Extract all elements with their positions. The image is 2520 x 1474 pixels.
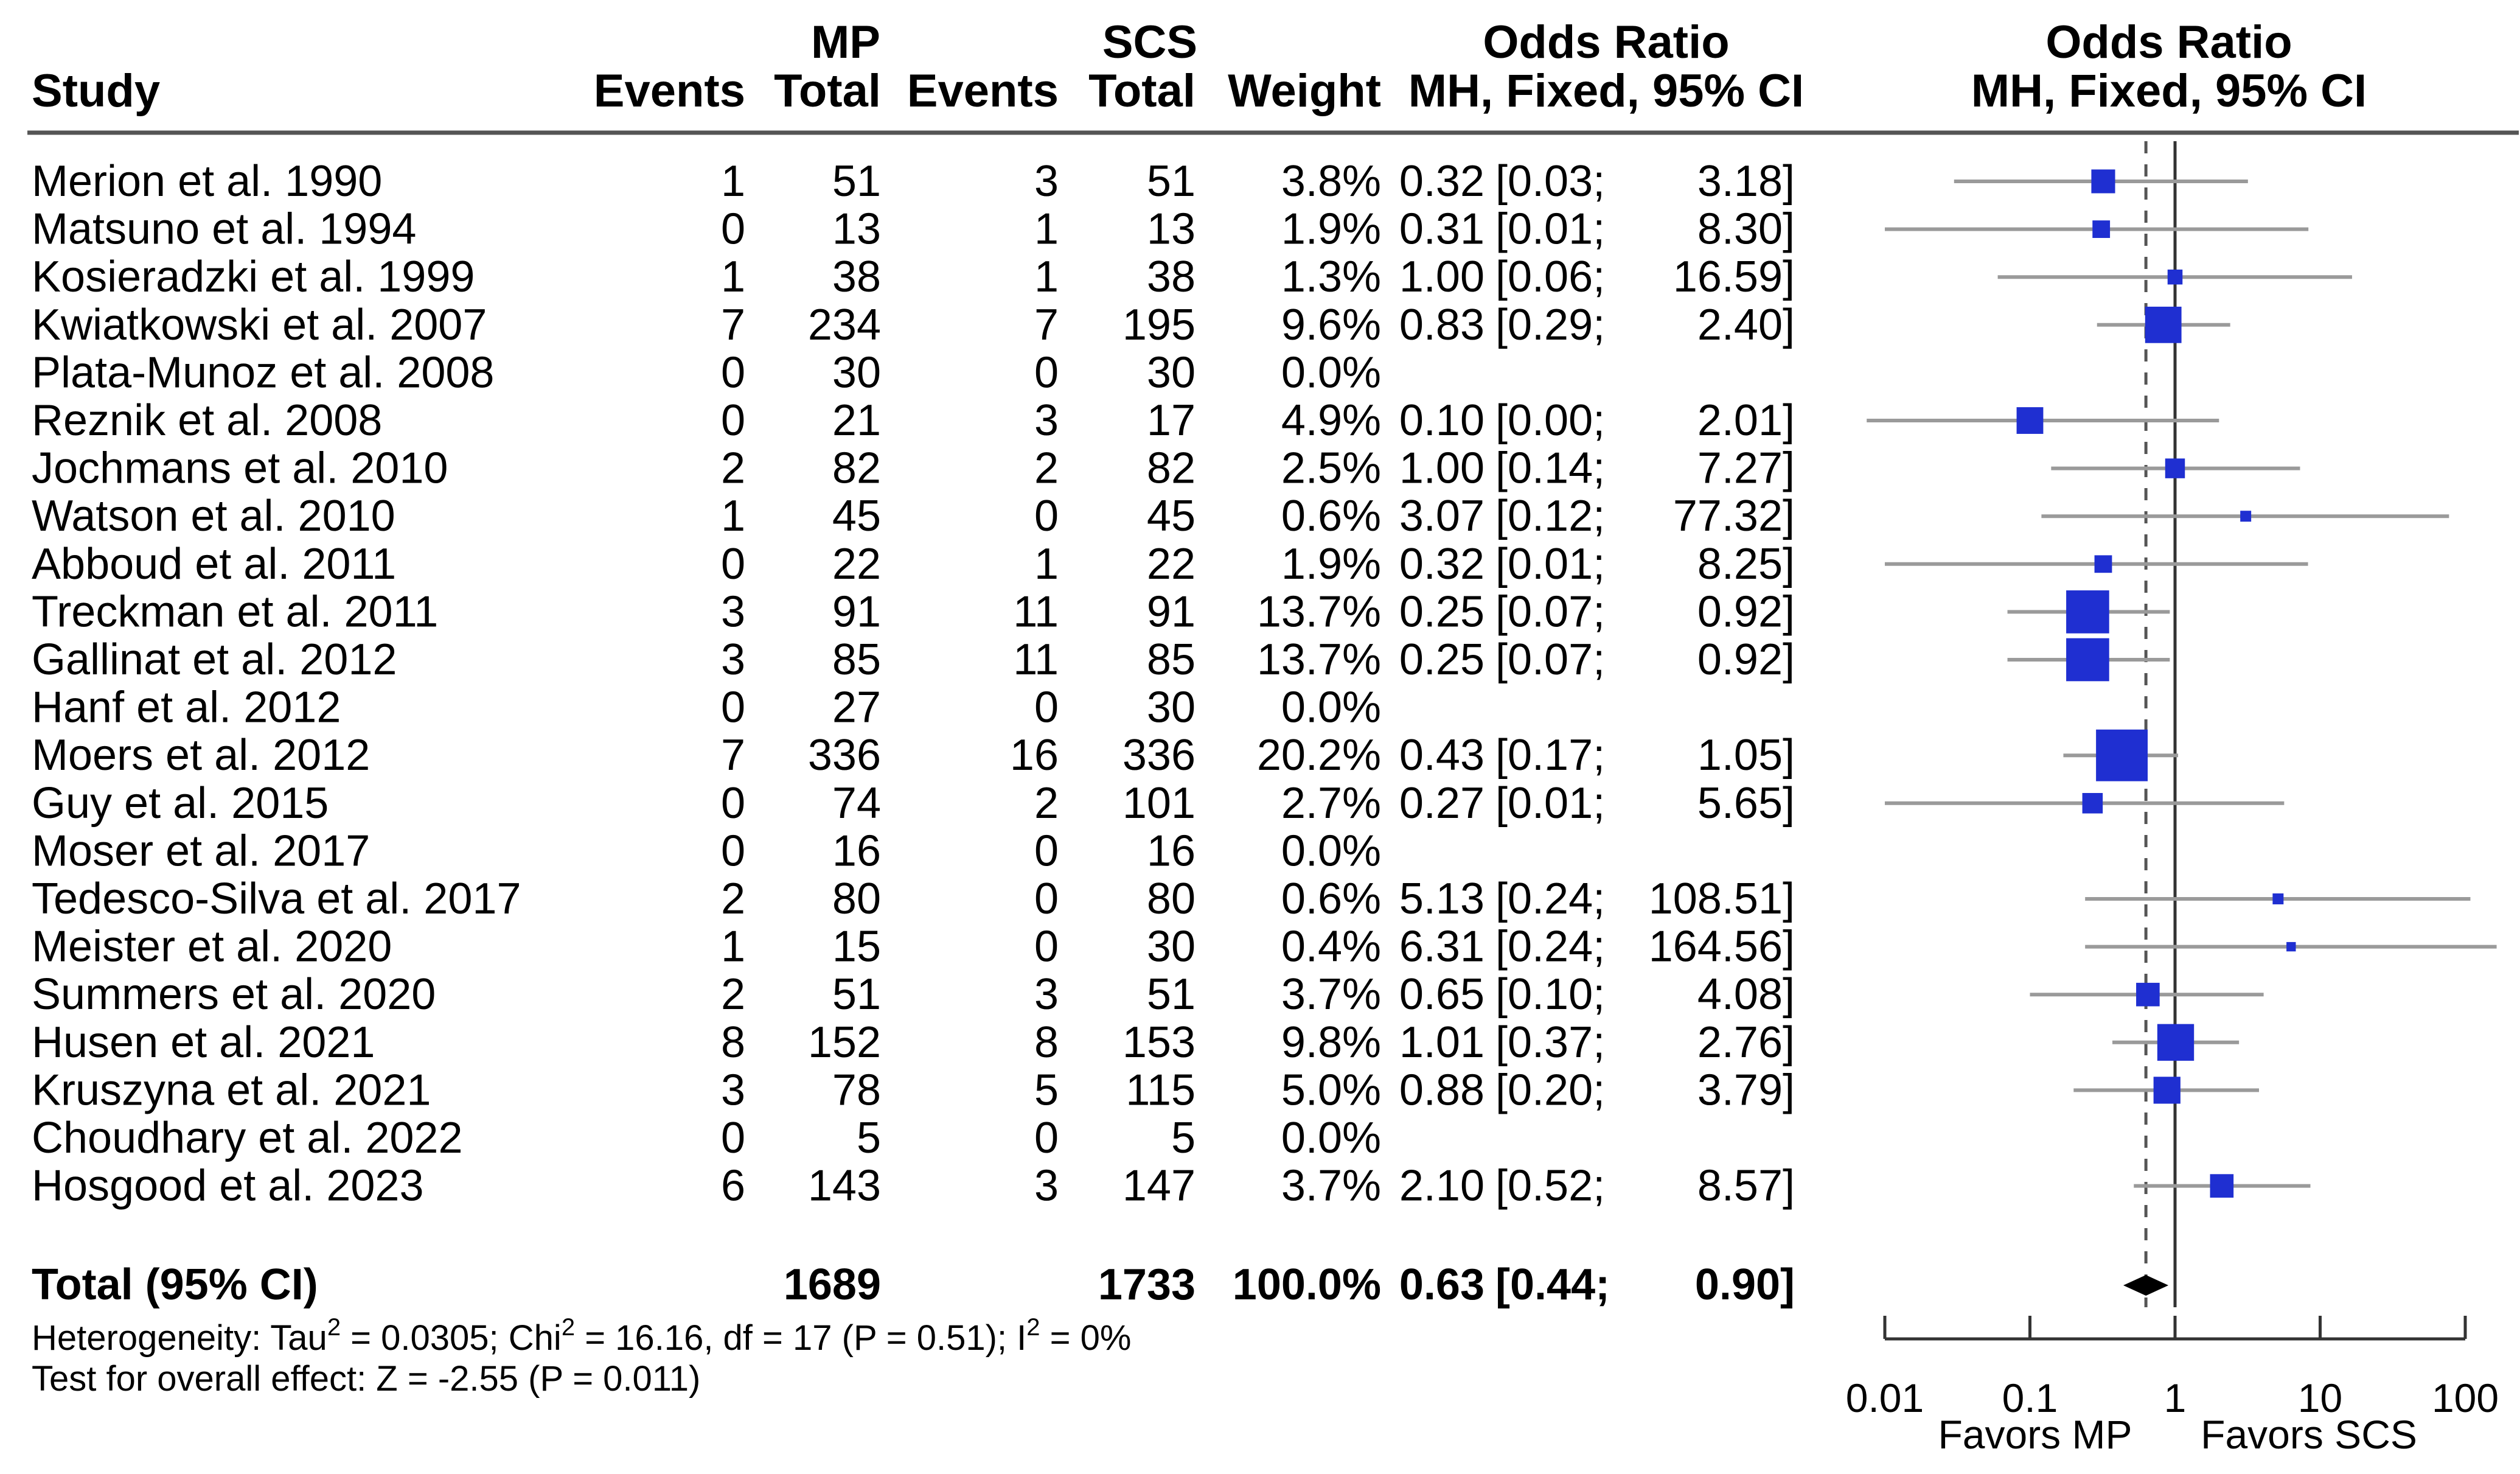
mp-total: 336 <box>807 731 881 780</box>
mp-events: 0 <box>720 348 745 397</box>
weight-value: 1.9% <box>1281 539 1381 589</box>
mp-total: 27 <box>832 683 881 732</box>
mp-events: 3 <box>720 635 745 684</box>
mp-total: 45 <box>832 492 881 541</box>
scs-events: 0 <box>1034 1114 1059 1162</box>
study-name: Hosgood et al. 2023 <box>32 1161 424 1210</box>
scs-events: 0 <box>1034 922 1059 971</box>
ci-lower-value: [0.17; <box>1495 731 1606 780</box>
ci-lower-value: [0.01; <box>1495 539 1606 589</box>
table-row <box>32 731 1795 780</box>
study-name: Reznik et al. 2008 <box>32 396 383 445</box>
mp-events: 0 <box>720 778 745 828</box>
odds-ratio-value: 0.25 <box>1399 635 1485 684</box>
table-row <box>32 826 1381 875</box>
effect-square <box>2154 1077 2181 1103</box>
mp-total: 30 <box>832 348 881 397</box>
study-name: Tedesco-Silva et al. 2017 <box>32 875 521 923</box>
odds-ratio-value: 3.07 <box>1399 492 1485 541</box>
weight-value: 0.4% <box>1281 922 1381 971</box>
scs-total: 101 <box>1122 778 1196 828</box>
ci-upper-value: 7.27] <box>1697 444 1795 493</box>
weight-value: 3.7% <box>1281 970 1381 1019</box>
mp-total: 15 <box>832 922 881 971</box>
scs-events: 0 <box>1034 875 1059 923</box>
mp-events: 0 <box>720 396 745 445</box>
total-mp: 1689 <box>783 1260 881 1309</box>
table-row <box>32 587 1795 636</box>
study-name: Treckman et al. 2011 <box>32 587 439 637</box>
ci-lower-value: [0.03; <box>1495 157 1606 206</box>
scs-events: 7 <box>1034 300 1059 349</box>
study-name: Matsuno et al. 1994 <box>32 204 417 254</box>
heterogeneity-text: Heterogeneity: Tau$^2$ = 0.0305; Chi$^2$ = 16.16, df = 17 (P = 0.51); $I^2 = 0\%$ <box>32 1314 1132 1358</box>
mp-events: 7 <box>720 731 745 780</box>
ci-lower-value: [0.52; <box>1495 1161 1606 1210</box>
scs-total: 22 <box>1146 539 1196 589</box>
header-or-title: Odds Ratio <box>1483 16 1730 68</box>
plot-marks <box>1867 141 2496 1307</box>
ci-upper-value: 108.51] <box>1648 875 1795 923</box>
study-rows <box>32 157 1795 1210</box>
effect-square <box>2240 511 2251 522</box>
mp-total: 38 <box>832 253 881 302</box>
weight-value: 9.8% <box>1281 1018 1381 1067</box>
ci-upper-value: 164.56] <box>1648 922 1795 971</box>
ci-upper-value: 3.79] <box>1697 1066 1795 1115</box>
scs-events: 11 <box>1013 587 1059 637</box>
scs-total: 85 <box>1146 635 1196 684</box>
pooled-diamond <box>2123 1275 2168 1296</box>
mp-total: 51 <box>832 157 881 206</box>
ci-upper-value: 2.01] <box>1697 396 1795 445</box>
scs-total: 115 <box>1126 1066 1196 1115</box>
study-name: Gallinat et al. 2012 <box>32 635 397 684</box>
study-name: Summers et al. 2020 <box>32 970 436 1019</box>
effect-square <box>2066 590 2109 634</box>
study-name: Guy et al. 2015 <box>32 778 329 828</box>
ci-lower-value: [0.07; <box>1495 587 1606 637</box>
weight-value: 3.8% <box>1281 157 1381 206</box>
ci-upper-value: 8.30] <box>1697 204 1795 254</box>
ci-lower-value: [0.12; <box>1495 492 1606 541</box>
ci-lower-value: [0.00; <box>1495 396 1606 445</box>
ci-lower-value: [0.07; <box>1495 635 1606 684</box>
header-mp: MP <box>811 16 880 68</box>
ci-lower-value: [0.37; <box>1495 1018 1606 1067</box>
weight-value: 2.5% <box>1281 444 1381 493</box>
weight-value: 5.0% <box>1281 1066 1381 1115</box>
table-row <box>32 205 1795 254</box>
weight-value: 4.9% <box>1281 396 1381 445</box>
effect-square <box>2286 942 2295 951</box>
mp-total: 152 <box>807 1018 881 1067</box>
scs-events: 1 <box>1034 539 1059 589</box>
effect-square <box>2092 220 2110 238</box>
weight-value: 3.7% <box>1281 1161 1381 1210</box>
scs-total: 16 <box>1146 826 1196 876</box>
ci-lower-value: [0.06; <box>1495 253 1606 302</box>
scs-events: 0 <box>1034 348 1059 397</box>
table-row <box>32 253 1795 301</box>
header-or-method: MH, Fixed, 95% CI <box>1408 65 1805 117</box>
effect-square <box>2145 307 2182 343</box>
effect-square <box>2083 793 2103 814</box>
mp-total: 5 <box>856 1114 881 1162</box>
mp-events: 2 <box>720 970 745 1019</box>
x-tick-label: 0.01 <box>1845 1375 1924 1420</box>
total-row <box>32 1260 2168 1309</box>
mp-total: 143 <box>807 1161 881 1210</box>
x-tick-label: 100 <box>2431 1375 2499 1420</box>
odds-ratio-value: 0.32 <box>1399 157 1485 206</box>
study-name: Hanf et al. 2012 <box>32 683 341 732</box>
odds-ratio-value: 0.65 <box>1399 970 1485 1019</box>
scs-total: 195 <box>1122 300 1196 349</box>
scs-total: 153 <box>1122 1018 1196 1067</box>
odds-ratio-value: 5.13 <box>1399 875 1485 923</box>
scs-events: 3 <box>1034 1161 1059 1210</box>
table-row <box>32 683 1381 732</box>
weight-value: 0.0% <box>1281 348 1381 397</box>
scs-events: 2 <box>1034 444 1059 493</box>
scs-total: 5 <box>1171 1114 1196 1162</box>
mp-total: 13 <box>832 204 881 254</box>
study-name: Merion et al. 1990 <box>32 157 383 206</box>
effect-square <box>2272 893 2283 904</box>
x-tick-label: 0.1 <box>2002 1375 2058 1420</box>
table-row <box>32 444 1795 493</box>
table-row <box>32 635 1795 684</box>
odds-ratio-value: 1.01 <box>1399 1018 1485 1067</box>
mp-events: 1 <box>720 253 745 302</box>
ci-lower-value: [0.01; <box>1495 778 1606 828</box>
study-name: Husen et al. 2021 <box>32 1018 375 1067</box>
mp-events: 0 <box>720 1114 745 1162</box>
scs-total: 30 <box>1146 922 1196 971</box>
scs-events: 3 <box>1034 157 1059 206</box>
header-plot-title: Odds Ratio <box>2045 16 2292 68</box>
scs-events: 2 <box>1034 778 1059 828</box>
header-scs-total: Total <box>1088 65 1196 117</box>
table-row <box>32 301 1795 349</box>
x-tick-label: 1 <box>2163 1375 2187 1420</box>
scs-total: 336 <box>1122 731 1196 780</box>
weight-value: 1.3% <box>1281 253 1381 302</box>
ci-upper-value: 4.08] <box>1697 970 1795 1019</box>
mp-total: 78 <box>832 1066 881 1115</box>
odds-ratio-value: 1.00 <box>1399 253 1485 302</box>
mp-events: 6 <box>720 1161 745 1210</box>
weight-value: 20.2% <box>1256 731 1381 780</box>
table-row <box>32 875 1795 923</box>
weight-value: 0.0% <box>1281 826 1381 876</box>
odds-ratio-value: 0.83 <box>1399 300 1485 349</box>
effect-square <box>2017 407 2044 434</box>
total-scs: 1733 <box>1098 1260 1196 1309</box>
header-study: Study <box>32 65 161 117</box>
weight-value: 0.0% <box>1281 1114 1381 1162</box>
ci-lower-value: [0.24; <box>1495 922 1606 971</box>
effect-square <box>2096 730 2148 781</box>
mp-events: 1 <box>720 922 745 971</box>
scs-events: 11 <box>1013 635 1059 684</box>
scs-total: 80 <box>1146 875 1196 923</box>
mp-events: 0 <box>720 539 745 589</box>
mp-events: 1 <box>720 157 745 206</box>
odds-ratio-value: 0.88 <box>1399 1066 1485 1115</box>
weight-value: 0.0% <box>1281 683 1381 732</box>
scs-total: 51 <box>1146 157 1196 206</box>
favors-mp-label: Favors MP <box>1938 1412 2132 1457</box>
scs-events: 3 <box>1034 970 1059 1019</box>
total-weight: 100.0% <box>1232 1260 1381 1309</box>
odds-ratio-value: 6.31 <box>1399 922 1485 971</box>
scs-events: 0 <box>1034 683 1059 732</box>
ci-upper-value: 0.92] <box>1697 587 1795 637</box>
mp-events: 2 <box>720 875 745 923</box>
effect-square <box>2091 169 2115 193</box>
mp-total: 85 <box>832 635 881 684</box>
scs-events: 0 <box>1034 492 1059 541</box>
scs-events: 8 <box>1034 1018 1059 1067</box>
mp-events: 0 <box>720 204 745 254</box>
scs-total: 91 <box>1146 587 1196 637</box>
total-ci-high: 0.90] <box>1694 1260 1795 1309</box>
scs-events: 1 <box>1034 253 1059 302</box>
mp-events: 0 <box>720 683 745 732</box>
mp-total: 80 <box>832 875 881 923</box>
mp-total: 22 <box>832 539 881 589</box>
effect-square <box>2210 1174 2234 1198</box>
mp-events: 7 <box>720 300 745 349</box>
ci-upper-value: 3.18] <box>1697 157 1795 206</box>
table-row <box>32 1114 1381 1162</box>
scs-total: 17 <box>1146 396 1196 445</box>
scs-total: 45 <box>1146 492 1196 541</box>
ci-lower-value: [0.24; <box>1495 875 1606 923</box>
scs-total: 30 <box>1146 683 1196 732</box>
table-row <box>32 492 1795 540</box>
ci-upper-value: 16.59] <box>1672 253 1795 302</box>
table-row <box>32 1066 1795 1114</box>
study-name: Moers et al. 2012 <box>32 731 371 780</box>
mp-events: 0 <box>720 826 745 876</box>
ci-lower-value: [0.14; <box>1495 444 1606 493</box>
odds-ratio-value: 0.43 <box>1399 731 1485 780</box>
mp-total: 234 <box>807 300 881 349</box>
study-name: Abboud et al. 2011 <box>32 539 397 589</box>
scs-events: 1 <box>1034 204 1059 254</box>
header-plot-method: MH, Fixed, 95% CI <box>1971 65 2367 117</box>
mp-total: 21 <box>832 396 881 445</box>
header-scs-events: Events <box>907 65 1059 117</box>
ci-upper-value: 5.65] <box>1697 778 1795 828</box>
weight-value: 13.7% <box>1256 587 1381 637</box>
scs-events: 0 <box>1034 826 1059 876</box>
mp-total: 91 <box>832 587 881 637</box>
study-name: Plata-Munoz et al. 2008 <box>32 348 495 397</box>
mp-total: 74 <box>832 778 881 828</box>
odds-ratio-value: 0.10 <box>1399 396 1485 445</box>
effect-square <box>2168 270 2183 285</box>
ci-upper-value: 0.92] <box>1697 635 1795 684</box>
x-axis <box>1846 1316 2499 1420</box>
table-row <box>32 970 1795 1019</box>
study-name: Meister et al. 2020 <box>32 922 392 971</box>
ci-lower-value: [0.29; <box>1495 300 1606 349</box>
total-label: Total (95% CI) <box>32 1260 318 1309</box>
study-name: Kruszyna et al. 2021 <box>32 1066 431 1115</box>
mp-events: 8 <box>720 1018 745 1067</box>
ci-upper-value: 8.57] <box>1697 1161 1795 1210</box>
scs-events: 3 <box>1034 396 1059 445</box>
table-row <box>32 779 1795 828</box>
scs-total: 147 <box>1122 1161 1196 1210</box>
mp-events: 3 <box>720 1066 745 1115</box>
ci-upper-value: 77.32] <box>1672 492 1795 541</box>
effect-square <box>2136 983 2160 1007</box>
header-mp-events: Events <box>593 65 745 117</box>
effect-square <box>2095 555 2112 573</box>
weight-value: 9.6% <box>1281 300 1381 349</box>
total-ci-low: [0.44; <box>1495 1260 1610 1309</box>
ci-lower-value: [0.10; <box>1495 970 1606 1019</box>
effect-square <box>2165 458 2185 478</box>
mp-total: 51 <box>832 970 881 1019</box>
scs-total: 51 <box>1146 970 1196 1019</box>
ci-upper-value: 8.25] <box>1697 539 1795 589</box>
odds-ratio-value: 0.27 <box>1399 778 1485 828</box>
odds-ratio-value: 0.31 <box>1399 204 1485 254</box>
weight-value: 2.7% <box>1281 778 1381 828</box>
study-name: Jochmans et al. 2010 <box>32 444 448 493</box>
mp-events: 1 <box>720 492 745 541</box>
ci-lower-value: [0.01; <box>1495 204 1606 254</box>
scs-events: 16 <box>1009 731 1059 780</box>
weight-value: 13.7% <box>1256 635 1381 684</box>
study-name: Moser et al. 2017 <box>32 826 371 876</box>
ci-upper-value: 1.05] <box>1697 731 1795 780</box>
ci-upper-value: 2.76] <box>1697 1018 1795 1067</box>
mp-events: 2 <box>720 444 745 493</box>
header-scs: SCS <box>1102 16 1198 68</box>
table-header <box>32 16 2367 117</box>
effect-square <box>2066 638 2109 682</box>
scs-total: 82 <box>1146 444 1196 493</box>
table-row <box>32 396 1795 445</box>
table-row <box>32 540 1795 589</box>
scs-total: 38 <box>1146 253 1196 302</box>
mp-events: 3 <box>720 587 745 637</box>
total-or: 0.63 <box>1399 1260 1485 1309</box>
odds-ratio-value: 1.00 <box>1399 444 1485 493</box>
scs-events: 5 <box>1034 1066 1059 1115</box>
table-row <box>32 348 1381 397</box>
study-name: Kosieradzki et al. 1999 <box>32 253 475 302</box>
study-name: Choudhary et al. 2022 <box>32 1114 463 1162</box>
header-mp-total: Total <box>774 65 881 117</box>
weight-value: 0.6% <box>1281 492 1381 541</box>
mp-total: 82 <box>832 444 881 493</box>
effect-square <box>2157 1024 2194 1061</box>
odds-ratio-value: 2.10 <box>1399 1161 1485 1210</box>
odds-ratio-value: 0.32 <box>1399 539 1485 589</box>
table-row <box>32 923 1795 971</box>
weight-value: 1.9% <box>1281 204 1381 254</box>
study-name: Kwiatkowski et al. 2007 <box>32 300 487 349</box>
weight-value: 0.6% <box>1281 875 1381 923</box>
mp-total: 16 <box>832 826 881 876</box>
ci-upper-value: 2.40] <box>1697 300 1795 349</box>
table-row <box>32 157 1795 206</box>
scs-total: 30 <box>1146 348 1196 397</box>
favors-scs-label: Favors SCS <box>2201 1412 2417 1457</box>
table-row <box>32 1018 1795 1067</box>
overall-effect-text: Test for overall effect: Z = -2.55 (P = 0.011) <box>32 1359 701 1399</box>
header-weight: Weight <box>1228 65 1381 117</box>
ci-lower-value: [0.20; <box>1495 1066 1606 1115</box>
odds-ratio-value: 0.25 <box>1399 587 1485 637</box>
scs-total: 13 <box>1146 204 1196 254</box>
x-tick-label: 10 <box>2297 1375 2343 1420</box>
table-row <box>32 1162 1795 1210</box>
study-name: Watson et al. 2010 <box>32 492 395 541</box>
